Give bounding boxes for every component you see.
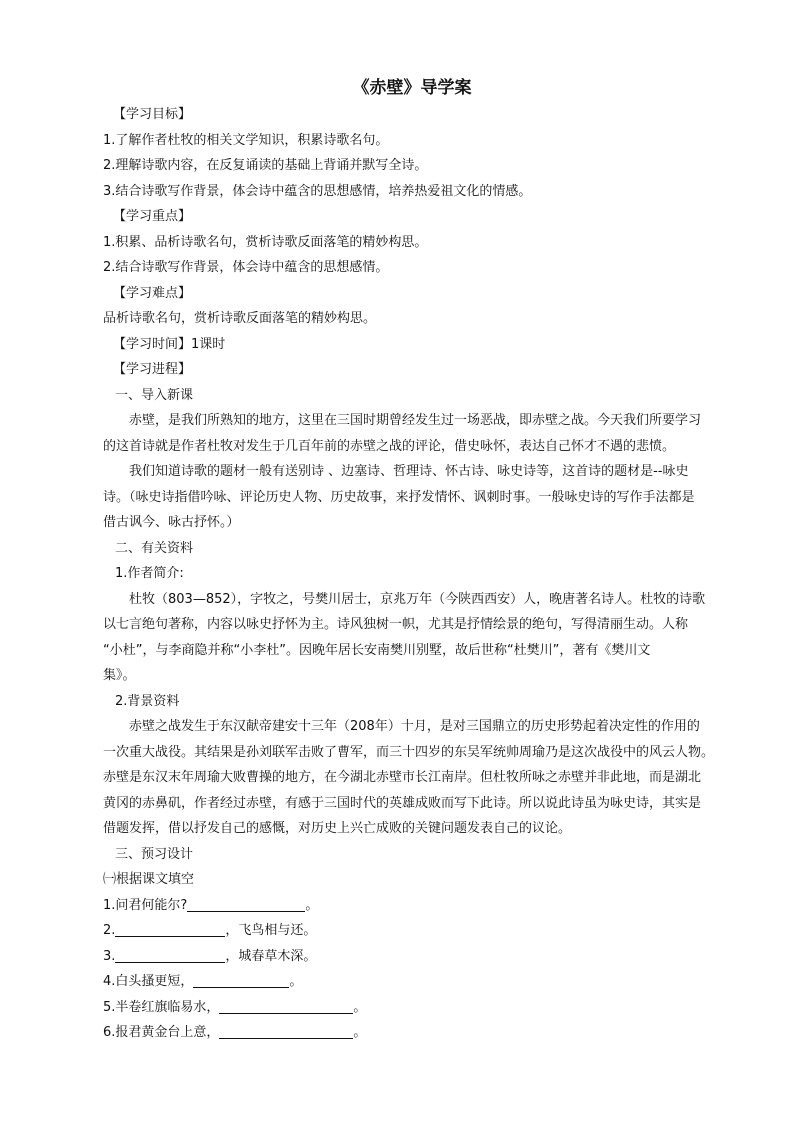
key-point-item: 1.积累、品析诗歌名句，赏析诗歌反面落笔的精妙构思。 (103, 234, 428, 250)
item-number: 5. (103, 999, 116, 1015)
paragraph-line: 以七言绝句著称，内容以咏史抒怀为主。诗风独树一帜，尤其是抒情绘景的绝句，写得清丽生动。人称 (103, 617, 689, 632)
section-heading: 二、有关资料 (115, 540, 194, 556)
paragraph-line: 一次重大战役。其结果是孙刘联军击败了曹军，而三十四岁的东吴军统帅周瑜乃是这次战役中的风云人物。 (103, 744, 715, 760)
difficulty-heading: 【学习难点】 (113, 285, 192, 301)
paragraph-line: 的这首诗就是作者杜牧对发生于几百年前的赤壁之战的评论，借史咏怀，表达自己怀才不遇的悲愤。 (103, 438, 676, 454)
item-text: 问君何能尔? (115, 897, 188, 913)
subsection-heading: ㈠根据课文填空 (103, 872, 195, 887)
subsection-heading: 2.背景资料 (115, 693, 180, 709)
paragraph-line: 赤壁，是我们所熟知的地方，这里在三国时期曾经发生过一场恶战，即赤壁之战。今天我们所要学习 (129, 413, 702, 428)
fill-blank-item (103, 969, 721, 995)
item-number: 6. (103, 1025, 116, 1040)
item-number: 3. (103, 948, 116, 964)
section-heading: 一、导入新课 (115, 387, 194, 403)
item-text: ，城春草木深。 (225, 948, 317, 964)
paragraph-line: 黄冈的赤鼻矶，作者经过赤壁，有感于三国时代的英雄成败而写下此诗。所以说此诗虽为咏史诗，其实是 (103, 795, 702, 811)
fill-blank-item (103, 1020, 721, 1046)
item-text: 报君黄金台上意， (115, 1025, 220, 1040)
paragraph-line: 杜牧（803—852），字牧之，号樊川居士，京兆万年（今陕西西安）人，晚唐著名诗人。杜牧的诗歌 (129, 591, 706, 607)
document-page (103, 76, 721, 1046)
paragraph-line: “小杜”，与李商隐并称“小李杜”。因晚年居长安南樊川别墅，故后世称“杜樊川”，著有《樊川文 (103, 642, 651, 658)
fill-blank-item (103, 893, 721, 919)
paragraph-line: 借题发挥，借以抒发自己的感慨，对历史上兴亡成败的关键问题发表自己的议论。 (103, 821, 572, 836)
paragraph-line: 我们知道诗歌的题材一般有送别诗 、边塞诗、哲理诗、怀古诗、咏史诗等，这首诗的题材是--咏史 (129, 464, 689, 479)
fill-blank-item (103, 918, 721, 944)
item-text: 。 (289, 974, 303, 989)
key-point-item: 2.结合诗歌写作背景，体会诗中蕴含的思想感情。 (103, 260, 389, 275)
item-text: 白头搔更短， (115, 974, 194, 989)
goal-item: 3.结合诗歌写作背景，体会诗中蕴含的思想感情，培养热爱祖文化的情感。 (103, 183, 532, 199)
answer-blank[interactable] (115, 948, 225, 963)
item-text: 。 (305, 897, 319, 913)
answer-blank[interactable] (219, 1024, 353, 1039)
item-number: 2. (103, 923, 116, 938)
study-time: 【学习时间】1课时 (113, 336, 226, 352)
paragraph-line: 赤壁之战发生于东汉献帝建安十三年（208年）十月，是对三国鼎立的历史形势起着决定性的作用的 (129, 719, 700, 734)
process-heading: 【学习进程】 (113, 362, 192, 377)
goals-heading: 【学习目标】 (113, 107, 192, 122)
answer-blank[interactable] (187, 897, 305, 912)
item-number: 1. (103, 897, 116, 913)
paragraph-line: 集》。 (103, 668, 136, 683)
subsection-heading: 1.作者简介: (115, 566, 184, 581)
paragraph-line: 赤壁是东汉末年周瑜大败曹操的地方，在今湖北赤壁市长江南岸。但杜牧所咏之赤壁并非此地，而是湖北 (103, 770, 702, 785)
goal-item: 1.了解作者杜牧的相关文学知识，积累诗歌名句。 (103, 132, 389, 148)
item-number: 4. (103, 974, 116, 989)
fill-blank-item (103, 995, 721, 1021)
paragraph-line: 诗。（咏史诗指借吟咏、评论历史人物、历史故事，来抒发情怀、讽刺时事。一般咏史诗的写作手法都是 (103, 489, 695, 505)
document-title: 《赤壁》导学案 (352, 78, 472, 98)
difficulty-text: 品析诗歌名句，赏析诗歌反面落笔的精妙构思。 (103, 311, 377, 326)
answer-blank[interactable] (193, 973, 289, 988)
section-heading: 三、预习设计 (115, 846, 194, 862)
fill-blank-item (103, 944, 721, 970)
item-text: 半卷红旗临易水， (115, 999, 220, 1015)
item-text: 。 (353, 999, 367, 1015)
answer-blank[interactable] (115, 922, 225, 937)
goal-item: 2.理解诗歌内容，在反复诵读的基础上背诵并默写全诗。 (103, 158, 428, 173)
paragraph-line: 借古讽今、咏古抒怀。） (103, 515, 240, 530)
answer-blank[interactable] (219, 999, 353, 1014)
key-points-heading: 【学习重点】 (113, 209, 192, 224)
item-text: 。 (353, 1025, 367, 1040)
item-text: ，飞鸟相与还。 (225, 923, 317, 938)
